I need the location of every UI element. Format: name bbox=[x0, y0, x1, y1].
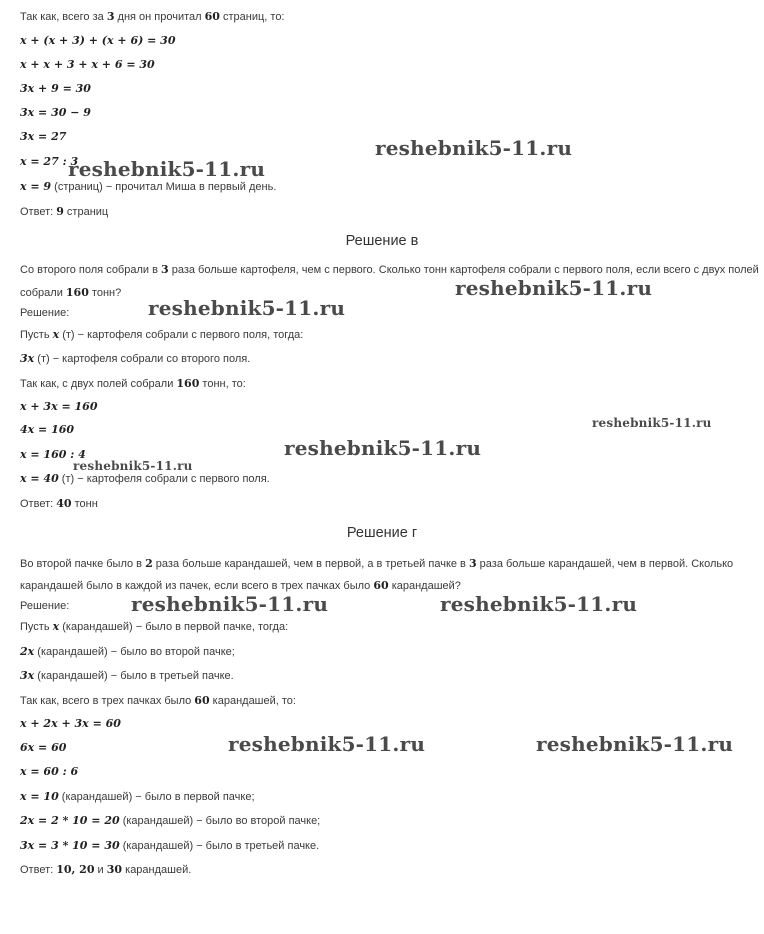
equation bbox=[20, 106, 91, 120]
paragraph bbox=[20, 377, 246, 391]
formula: 3x bbox=[20, 352, 35, 365]
text: (т) − картофеля собрали со второго поля. bbox=[34, 353, 251, 365]
number: 160 bbox=[176, 377, 200, 390]
number: 160 bbox=[65, 286, 89, 299]
formula: x = 10 bbox=[20, 790, 59, 803]
text: карандашей. bbox=[122, 864, 192, 876]
text: (карандашей) − было во второй пачке; bbox=[34, 646, 235, 658]
formula: x bbox=[52, 620, 60, 633]
text: Ответ: bbox=[20, 206, 57, 218]
watermark: reshebnik5-11.ru bbox=[131, 592, 329, 616]
equation bbox=[20, 58, 155, 72]
watermark: reshebnik5-11.ru bbox=[148, 296, 346, 320]
formula: x = 9 bbox=[20, 180, 52, 193]
formula: x + (x + 3) + (x + 6) = 30 bbox=[20, 34, 176, 47]
number: 60 bbox=[373, 579, 389, 592]
watermark: reshebnik5-11.ru bbox=[592, 416, 712, 430]
equation bbox=[20, 741, 66, 755]
number: 9 bbox=[56, 205, 64, 218]
formula: 3x = 30 − 9 bbox=[20, 106, 91, 119]
number: 2 bbox=[145, 557, 153, 570]
watermark: reshebnik5-11.ru bbox=[284, 436, 482, 460]
answer bbox=[20, 205, 108, 219]
paragraph bbox=[20, 694, 296, 708]
solution-label: Решение: bbox=[20, 600, 70, 612]
formula: 3x = 3 * 10 = 30 bbox=[20, 839, 120, 852]
formula: 6x = 60 bbox=[20, 741, 67, 754]
text: собрали bbox=[20, 287, 66, 299]
number: 3 bbox=[468, 557, 477, 570]
paragraph bbox=[20, 10, 285, 24]
paragraph bbox=[20, 579, 461, 593]
text: страниц, то: bbox=[219, 11, 285, 23]
number: 40 bbox=[56, 497, 72, 510]
paragraph bbox=[20, 669, 234, 683]
formula: x + 3x = 160 bbox=[20, 400, 98, 413]
text: раза больше карандашей, чем в первой, а в третьей пачке в bbox=[152, 558, 469, 570]
watermark: reshebnik5-11.ru bbox=[375, 136, 573, 160]
formula: 3x = 27 bbox=[20, 130, 67, 143]
number: 10, 20 bbox=[56, 863, 95, 876]
equation bbox=[20, 34, 176, 48]
text: (страниц) − прочитал Миша в первый день. bbox=[51, 181, 277, 193]
number: 60 bbox=[194, 694, 210, 707]
watermark: reshebnik5-11.ru bbox=[536, 732, 734, 756]
equation bbox=[20, 82, 91, 96]
formula: x + 2x + 3x = 60 bbox=[20, 717, 121, 730]
answer bbox=[20, 863, 191, 877]
text: раза больше картофеля, чем с первого. Сколько тонн картофеля собрали с первого поля, если всего с двух полей bbox=[168, 264, 759, 276]
paragraph bbox=[20, 286, 121, 300]
text: Ответ: bbox=[20, 498, 57, 510]
watermark: reshebnik5-11.ru bbox=[68, 157, 266, 181]
paragraph bbox=[20, 328, 303, 342]
section-title: Решение в bbox=[345, 233, 419, 249]
equation bbox=[20, 423, 74, 437]
text: (карандашей) − было в третьей пачке. bbox=[34, 670, 234, 682]
equation bbox=[20, 839, 319, 853]
text: тонн? bbox=[88, 287, 122, 299]
section-title: Решение г bbox=[346, 525, 418, 541]
text: тонн, то: bbox=[199, 378, 246, 390]
formula: 2x bbox=[20, 645, 35, 658]
watermark: reshebnik5-11.ru bbox=[455, 276, 653, 300]
formula: 2x = 2 * 10 = 20 bbox=[20, 814, 120, 827]
formula: x = 40 bbox=[20, 472, 59, 485]
text: (карандашей) − было во второй пачке; bbox=[119, 815, 321, 827]
equation bbox=[20, 130, 66, 144]
text: страниц bbox=[63, 206, 109, 218]
equation bbox=[20, 814, 320, 828]
formula: x = 160 : 4 bbox=[20, 448, 86, 461]
text: (карандашей) − было в третьей пачке. bbox=[119, 840, 320, 852]
text: Со второго поля собрали в bbox=[20, 264, 161, 276]
formula: x = 27 : 3 bbox=[20, 155, 79, 168]
number: 30 bbox=[106, 863, 123, 876]
equation bbox=[20, 790, 255, 804]
paragraph bbox=[20, 645, 235, 659]
formula: x + x + 3 + x + 6 = 30 bbox=[20, 58, 155, 71]
text: Так как, всего за bbox=[20, 11, 107, 23]
text: (т) − картофеля собрали с первого поля. bbox=[58, 473, 270, 485]
paragraph bbox=[20, 352, 250, 366]
solution-label: Решение: bbox=[20, 307, 70, 319]
number: 3 bbox=[161, 263, 169, 276]
number: 3 bbox=[106, 10, 115, 23]
text: (карандашей) − было в первой пачке; bbox=[58, 791, 255, 803]
equation bbox=[20, 400, 97, 414]
text: и bbox=[94, 864, 107, 876]
watermark: reshebnik5-11.ru bbox=[73, 459, 193, 473]
text: раза больше карандашей, чем в первой. Сколько bbox=[476, 558, 734, 570]
formula: 3x + 9 = 30 bbox=[20, 82, 91, 95]
formula: 3x bbox=[20, 669, 35, 682]
equation bbox=[20, 472, 270, 486]
text: Пусть bbox=[20, 329, 53, 341]
text: Так как, с двух полей собрали bbox=[20, 378, 177, 390]
text: Так как, всего в трех пачках было bbox=[20, 695, 195, 707]
watermark: reshebnik5-11.ru bbox=[228, 732, 426, 756]
formula: 4x = 160 bbox=[20, 423, 75, 436]
equation bbox=[20, 180, 276, 194]
answer bbox=[20, 497, 98, 511]
text: карандашей, то: bbox=[209, 695, 296, 707]
watermark: reshebnik5-11.ru bbox=[440, 592, 638, 616]
text: дня он прочитал bbox=[114, 11, 205, 23]
text: карандашей было в каждой из пачек, если всего в трех пачках было bbox=[20, 580, 374, 592]
text: Во второй пачке было в bbox=[20, 558, 146, 570]
text: (т) − картофеля собрали с первого поля, тогда: bbox=[59, 329, 304, 341]
paragraph bbox=[20, 263, 759, 277]
text: (карандашей) − было в первой пачке, тогда: bbox=[59, 621, 289, 633]
number: 60 bbox=[204, 10, 220, 23]
paragraph bbox=[20, 557, 733, 571]
equation bbox=[20, 765, 78, 779]
equation bbox=[20, 717, 121, 731]
text: Пусть bbox=[20, 621, 53, 633]
text: тонн bbox=[71, 498, 98, 510]
formula: x bbox=[52, 328, 60, 341]
formula: x = 60 : 6 bbox=[20, 765, 79, 778]
text: Ответ: bbox=[20, 864, 57, 876]
paragraph bbox=[20, 620, 288, 634]
text: карандашей? bbox=[388, 580, 461, 592]
